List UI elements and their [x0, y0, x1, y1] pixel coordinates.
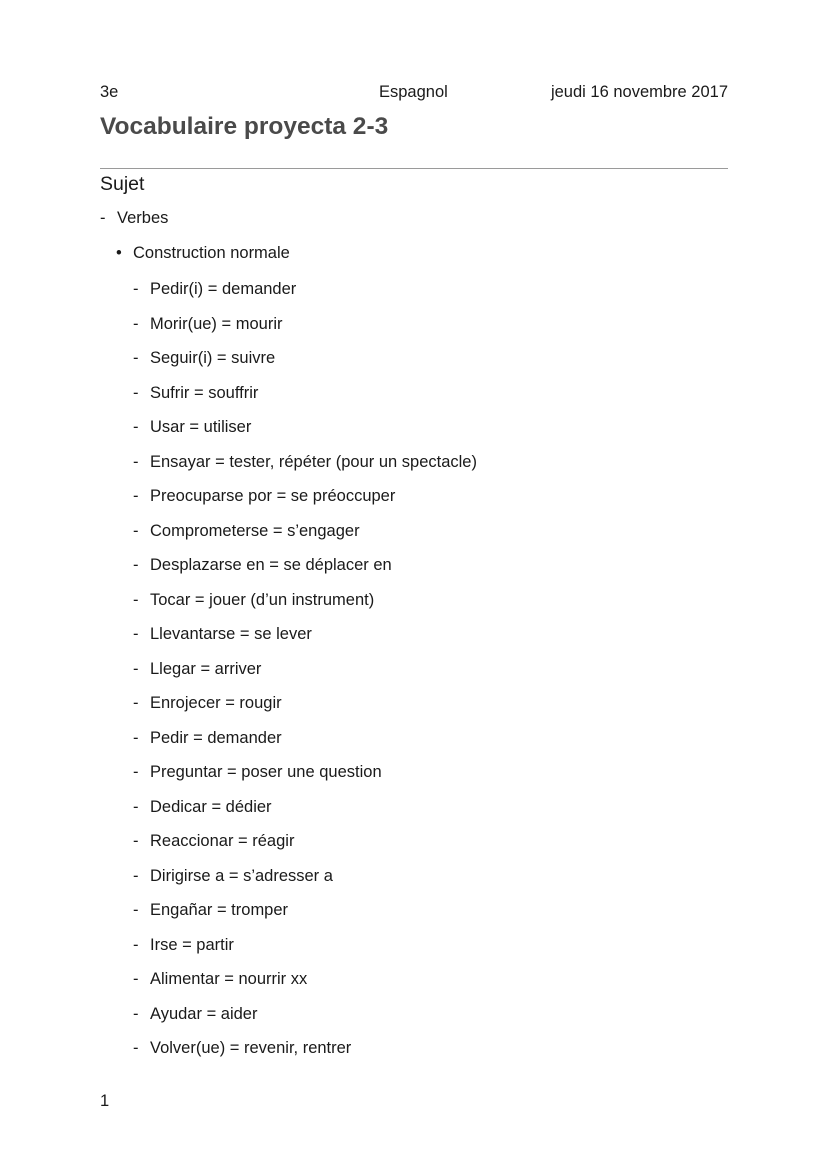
- vocabulary-term: Desplazarse en = se déplacer en: [150, 556, 392, 574]
- vocabulary-term: Tocar = jouer (d’un instrument): [150, 590, 375, 609]
- vocabulary-term: Seguir(i) = suivre: [150, 349, 276, 367]
- vocabulary-item: [133, 934, 477, 969]
- dash-marker: -: [133, 625, 139, 643]
- dash-marker: -: [133, 280, 139, 298]
- vocabulary-term: Morir(ue) = mourir: [150, 314, 283, 333]
- vocabulary-item: [133, 589, 477, 624]
- vocabulary-term: Llevantarse = se lever: [150, 625, 312, 643]
- bullet-marker: •: [116, 244, 122, 262]
- dash-marker: -: [133, 452, 139, 471]
- vocabulary-term: Llegar = arriver: [150, 659, 262, 678]
- vocabulary-term: Alimentar = nourrir xx: [150, 970, 308, 988]
- vocabulary-term: Irse = partir: [150, 935, 234, 954]
- dash-marker: -: [133, 314, 139, 333]
- dash-marker: -: [133, 521, 139, 540]
- subject-label: Espagnol: [379, 83, 448, 101]
- vocabulary-item: [133, 761, 477, 796]
- vocabulary-item: [133, 520, 477, 555]
- vocabulary-term: Dedicar = dédier: [150, 797, 272, 816]
- vocabulary-term: Ensayar = tester, répéter (pour un spectacle): [150, 452, 477, 471]
- vocabulary-item: [133, 313, 477, 348]
- vocabulary-term: Sufrir = souffrir: [150, 383, 259, 402]
- vocabulary-term: Preguntar = poser une question: [150, 763, 382, 781]
- vocabulary-list: [133, 278, 477, 1072]
- vocabulary-item: [133, 278, 477, 313]
- dash-marker: -: [133, 866, 139, 885]
- vocabulary-item: [133, 968, 477, 1003]
- vocabulary-item: [133, 692, 477, 727]
- dash-marker: -: [133, 659, 139, 678]
- vocabulary-term: Volver(ue) = revenir, rentrer: [150, 1039, 352, 1057]
- document-title: Vocabulaire proyecta 2-3: [100, 113, 389, 140]
- subcategory-item: [116, 244, 290, 266]
- dash-marker: -: [133, 349, 139, 367]
- dash-marker: -: [133, 832, 139, 850]
- section-heading: Sujet: [100, 173, 145, 195]
- vocabulary-item: [133, 382, 477, 417]
- vocabulary-item: [133, 1037, 477, 1072]
- dash-marker: -: [133, 901, 139, 919]
- vocabulary-term: Usar = utiliser: [150, 418, 252, 436]
- dash-marker: -: [133, 728, 139, 747]
- vocabulary-term: Engañar = tromper: [150, 901, 289, 919]
- dash-marker: -: [100, 209, 106, 227]
- category-label: Verbes: [117, 209, 169, 227]
- vocabulary-item: [133, 485, 477, 520]
- page-header: [100, 83, 728, 105]
- dash-marker: -: [133, 694, 139, 712]
- vocabulary-term: Ayudar = aider: [150, 1004, 258, 1023]
- vocabulary-item: [133, 830, 477, 865]
- vocabulary-term: Pedir(i) = demander: [150, 280, 297, 298]
- dash-marker: -: [133, 487, 139, 505]
- vocabulary-item: [133, 347, 477, 382]
- vocabulary-term: Preocuparse por = se préoccuper: [150, 487, 396, 505]
- vocabulary-item: [133, 899, 477, 934]
- dash-marker: -: [133, 1039, 139, 1057]
- vocabulary-item: [133, 865, 477, 900]
- subcategory-label: Construction normale: [133, 244, 290, 262]
- page-number: 1: [100, 1092, 110, 1110]
- vocabulary-item: [133, 1003, 477, 1038]
- vocabulary-term: Reaccionar = réagir: [150, 832, 295, 850]
- vocabulary-term: Dirigirse a = s’adresser a: [150, 866, 333, 885]
- vocabulary-item: [133, 451, 477, 486]
- dash-marker: -: [133, 935, 139, 954]
- class-level: 3e: [100, 83, 119, 101]
- title-divider: [100, 168, 728, 169]
- vocabulary-item: [133, 623, 477, 658]
- vocabulary-item: [133, 727, 477, 762]
- dash-marker: -: [133, 383, 139, 402]
- dash-marker: -: [133, 590, 139, 609]
- vocabulary-item: [133, 554, 477, 589]
- dash-marker: -: [133, 970, 139, 988]
- dash-marker: -: [133, 556, 139, 574]
- dash-marker: -: [133, 418, 139, 436]
- vocabulary-item: [133, 796, 477, 831]
- dash-marker: -: [133, 1004, 139, 1023]
- dash-marker: -: [133, 763, 139, 781]
- vocabulary-item: [133, 658, 477, 693]
- vocabulary-term: Pedir = demander: [150, 728, 282, 747]
- category-item: [100, 209, 168, 231]
- dash-marker: -: [133, 797, 139, 816]
- document-date: jeudi 16 novembre 2017: [550, 83, 728, 101]
- vocabulary-term: Enrojecer = rougir: [150, 694, 282, 712]
- vocabulary-item: [133, 416, 477, 451]
- vocabulary-term: Comprometerse = s’engager: [150, 521, 360, 540]
